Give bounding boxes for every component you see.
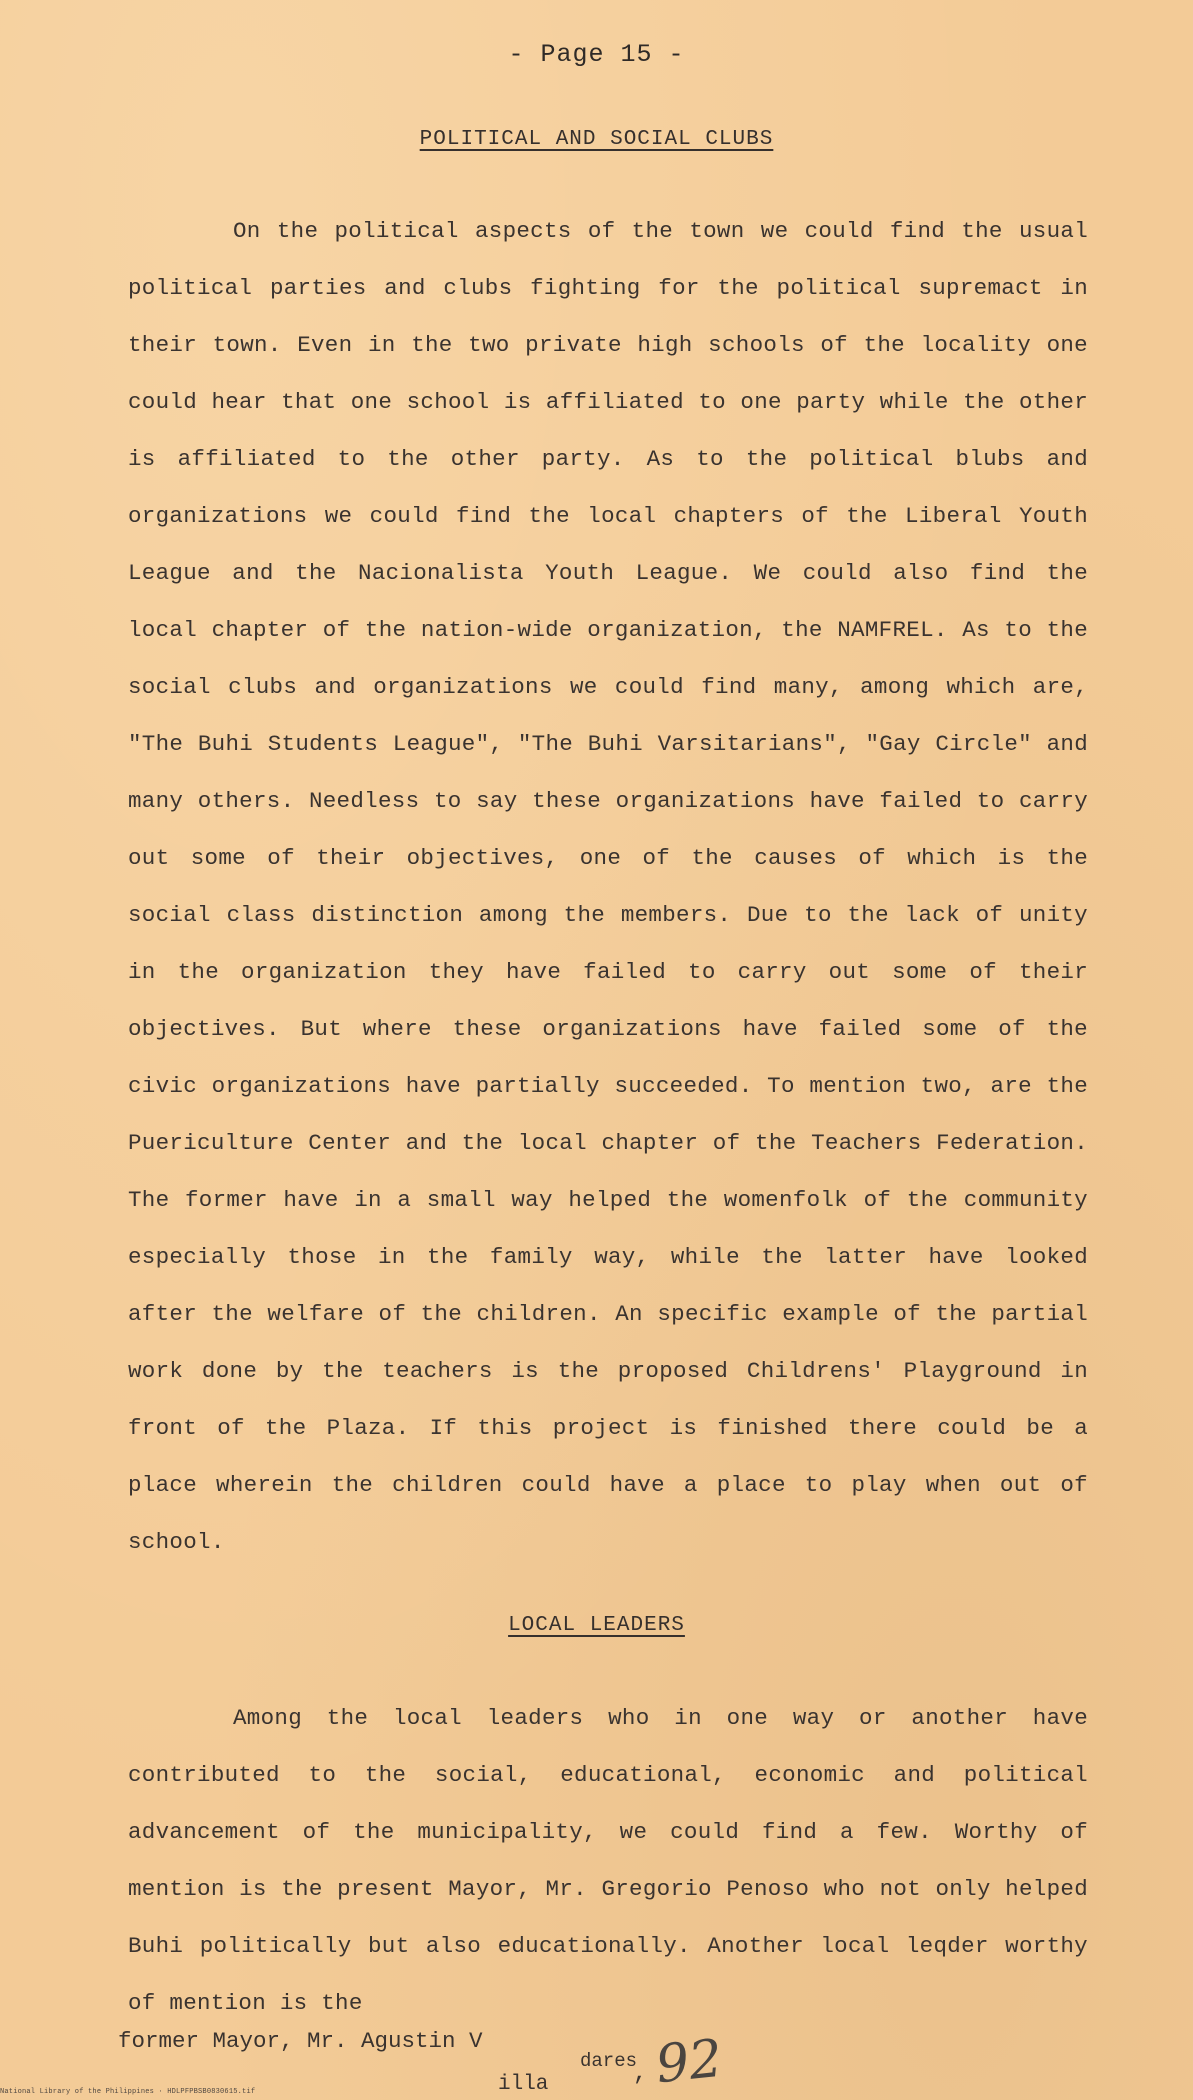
closing-illa: illa	[498, 2073, 549, 2096]
handwritten-page-number: 92	[653, 2028, 726, 2096]
page-number: - Page 15 -	[508, 40, 685, 69]
paragraph-political-social-clubs	[128, 203, 1088, 1571]
paragraph-text: Among the local leaders who in one way or another have contributed to the social, educational, economic and political advancement of the municipality, we could find a few. Worthy of mention is the present Mayor, Mr. Gregorio Penoso who not only helped Buhi politically but also educationally. Another local leqder worthy of mention is the	[128, 1705, 1088, 2016]
section-heading-local-leaders: LOCAL LEADERS	[508, 1614, 685, 1637]
closing-dares: dares	[580, 2050, 638, 2072]
closing-line: former Mayor, Mr. Agustin V	[118, 2028, 483, 2054]
closing-comma: ,	[633, 2060, 648, 2087]
paragraph-text: On the political aspects of the town we could find the usual political parties and clubs fighting for the political supremact in their town. Even in the two private high schools of the locality one could hear that one school is affiliated to one party while the other is affiliated to the other party. As to the political blubs and organizations we could find the local chapters of the Liberal Youth League and the Nacionalista Youth League. We could also find the local chapter of the nation-wide organization, the NAMFREL. As to the social clubs and organizations we could find many, among which are, "The Buhi Students League", "The Buhi Varsitarians", "Gay Circle" and many others. Needless to say these organizations have failed to carry out some of their objectives, one of the causes of which is the social class distinction among the members. Due to the lack of unity in the organization they have failed to carry out some of their objectives. But where these organizations have failed some of the civic organizations have partially succeeded. To mention two, are the Puericulture Center and the local chapter of the Teachers Federation. The former have in a small way helped the womenfolk of the community especially those in the family way, while the latter have looked after the welfare of the children. An specific example of the partial work done by the teachers is the proposed Childrens' Playground in front of the Plaza. If this project is finished there could be a place wherein the children could have a place to play when out of school.	[128, 218, 1088, 1555]
section-heading-political-social-clubs: POLITICAL AND SOCIAL CLUBS	[419, 128, 774, 151]
archive-footer: National Library of the Philippines · HDLPFPBSB0830615.tif	[0, 2088, 256, 2096]
paragraph-local-leaders	[128, 1690, 1088, 2032]
